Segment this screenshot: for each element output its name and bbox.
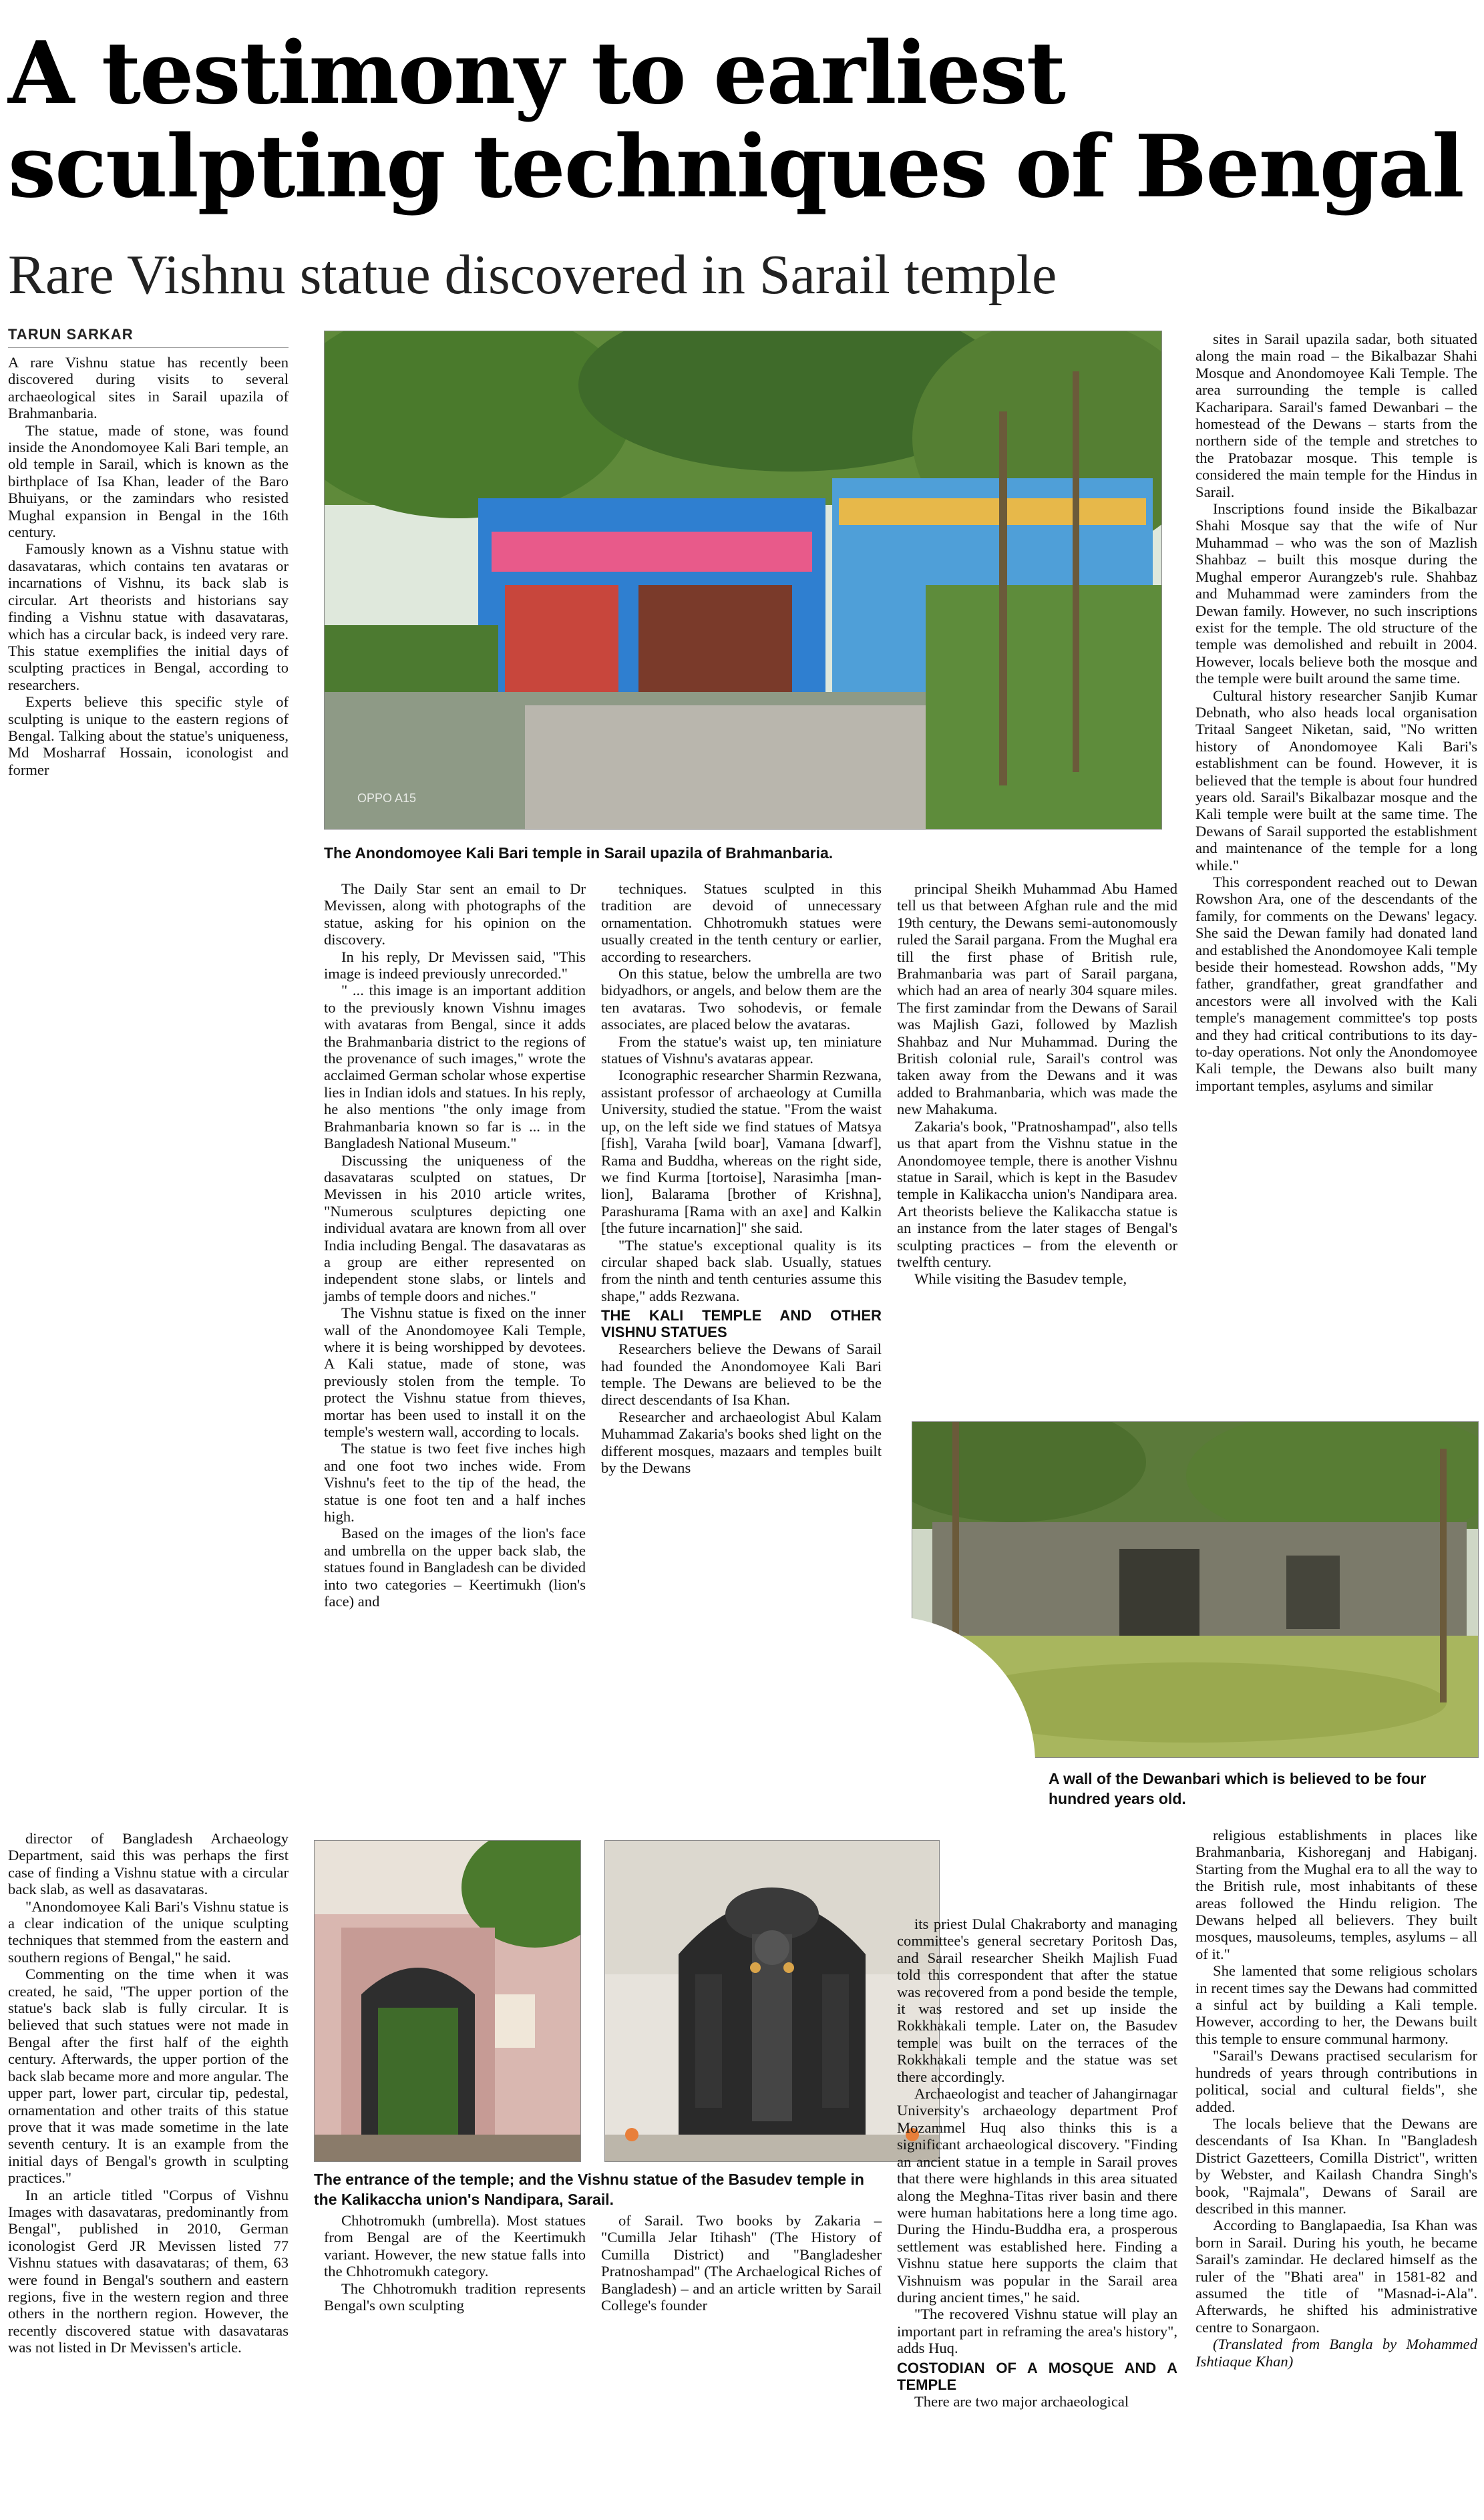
- article-paragraph: In his reply, Dr Mevissen said, "This image is indeed previously unrecorded.": [324, 948, 586, 982]
- temple-photo: [324, 331, 1162, 830]
- article-paragraph: director of Bangladesh Archaeology Department, said this was perhaps the first case of finding a Vishnu statue with a circular back slab, as well as dasavataras.: [8, 1830, 289, 1898]
- article-paragraph: There are two major archaeological: [914, 2392, 1129, 2410]
- article-paragraph: "The recovered Vishnu statue will play an important part in reframing the area's history", adds Huq.: [897, 2306, 1177, 2357]
- headline-line-2: sculpting techniques of Bengal: [8, 117, 1463, 217]
- headline-line-1: A testimony to earliest: [8, 23, 1065, 124]
- article-paragraph: Chhotromukh (umbrella). Most statues from Bengal are of the Keertimukh variant. However, the new statue falls into the Chhotromukh category.: [324, 2212, 586, 2280]
- article-paragraph: The Vishnu statue is fixed on the inner wall of the Anondomoyee Kali Temple, where it is being worshipped by devotees. A Kali statue, made of stone, was previously stolen from the temple. To protect the Vishnu statue from thieves, mortar has been used to install it on the temple's western wall, according to locals.: [324, 1304, 586, 1440]
- article-paragraph: " ... this image is an important addition to the previously known Vishnu images with avataras from Bengal, since it adds the Brahmanbaria district to the regions of the provenance of such images," wrote the acclaimed German scholar whose expertise lies in Indian idols and statues. In his reply, he also mentions "the only image from Brahmanbaria known so far is ... in the Bangladesh National Museum.": [324, 982, 586, 1152]
- article-column-5-bottom: [1195, 1827, 1477, 2520]
- translation-credit: (Translated from Bangla by Mohammed Ishtiaque Khan): [1195, 2336, 1477, 2370]
- article-paragraph: The statue is two feet five inches high and one foot two inches wide. From Vishnu's feet to the tip of the head, the statue is one foot ten and a half inches high.: [324, 1440, 586, 1525]
- article-paragraph: Researcher and archaeologist Abul Kalam Muhammad Zakaria's books shed light on the different mosques, mazaars and temples built by the Dewans: [601, 1408, 882, 1476]
- article-paragraph: "The statue's exceptional quality is its circular shaped back slab. Usually, statues from the ninth and tenth centuries assume this shape," adds Rezwana.: [601, 1236, 882, 1304]
- byline-divider: [8, 347, 289, 348]
- article-column-4: [897, 880, 1177, 1381]
- temple-photo-caption: The Anondomoyee Kali Bari temple in Sarail upazila of Brahmanbaria.: [324, 844, 833, 862]
- article-paragraph: In an article titled "Corpus of Vishnu Images with dasavataras, predominantly from Bengal", published in 2010, German iconologist Gerd JR Mevissen listed 77 Vishnu statues with dasavataras; of them, 63 were found in Bengal's southern and eastern regions, five in the western region and three others in the northern region. However, the recently discovered statue with dasavataras was not listed in Dr Mevissen's article.: [8, 2186, 289, 2356]
- article-column-4-bottom: [897, 1916, 1177, 2520]
- article-paragraph: The statue, made of stone, was found inside the Anondomoyee Kali Bari temple, an old temple in Sarail, which is known as the birthplace of Isa Khan, leader of the Baro Bhuiyans, or the zamindars who resisted Mughal expansion in Bengal in the 16th century.: [8, 421, 289, 541]
- article-paragraph: Based on the images of the lion's face and umbrella on the upper back slab, the statues found in Bangladesh can be divided into two categories – Keertimukh (lion's face) and: [324, 1525, 586, 1610]
- article-column-3: [601, 880, 882, 1575]
- article-paragraph: Zakaria's book, "Pratnoshampad", also tells us that apart from the Vishnu statue in the Anondomoyee temple, there is another Vishnu statue in Sarail, which is kept in the Basudev temple in Kalikaccha union's Nandipara area. Art theorists believe the Kalikaccha statue is an instance from the later stages of Bengal's sculpting practices – from the eleventh or twelfth century.: [897, 1117, 1177, 1270]
- article-paragraph: Researchers believe the Dewans of Sarail had founded the Anondomoyee Kali Bari temple. The Dewans are believed to be the direct descendants of Isa Khan.: [601, 1340, 882, 1409]
- article-column-2-bottom: [324, 2212, 586, 2519]
- article-paragraph: "Sarail's Dewans practised secularism for hundreds of years through contributions in political, social and cultural fields", she added.: [1195, 2047, 1477, 2115]
- article-paragraph: On this statue, below the umbrella are two bidyadhors, or angels, and below them are the ten avataras. Two sohodevis, or female associates, are placed below the avataras.: [601, 965, 882, 1033]
- byline: TARUN SARKAR: [8, 326, 134, 343]
- article-paragraph: Cultural history researcher Sanjib Kumar Debnath, who also heads local organisation Tritaal Sangeet Niketan, said, "No written history of Anondomoyee Kali Bari's establishment can be found. However, it is believed that the temple is about four hundred years old. Sarail's Bikalbazar mosque and the Kali temple were built at the same time. The Dewans of Sarail supported the establishment and maintenance of the temple for a long while.": [1195, 687, 1477, 874]
- temple-entrance-photo: [314, 1840, 581, 2162]
- section-heading: THE KALI TEMPLE AND OTHER VISHNU STATUES: [601, 1307, 882, 1341]
- article-paragraph: A rare Vishnu statue has recently been discovered during visits to several archaeological sites in Sarail upazila of Brahmanbaria.: [8, 354, 289, 422]
- entrance-photo-caption: [314, 2169, 938, 2209]
- article-paragraph: Archaeologist and teacher of Jahangirnagar University's archaeology department Prof Mozammel Huq also thinks this is a significant archaeological discovery. "Finding an ancient statue in a temple in Sarail proves that there were highlands in this area situated along the Meghna-Titas river basin and there were human habitations here a long time ago. During the Hindu-Buddha era, a prosperous settlement was established here. Finding a Vishnu statue here supports the claim that Vishnuism was popular in the Sarail area during ancient times," he said.: [897, 2085, 1177, 2306]
- article-paragraph: "Anondomoyee Kali Bari's Vishnu statue is a clear indication of the unique sculpting techniques that stemmed from the eastern and southern regions of Bengal," he said.: [8, 1898, 289, 1966]
- article-paragraph: The Chhotromukh tradition represents Bengal's own sculpting: [324, 2280, 586, 2314]
- article-paragraph: Inscriptions found inside the Bikalbazar Shahi Mosque say that the wife of Nur Muhammad – who was the son of Mazlish Shahbaz – built this mosque during the Mughal emperor Aurangzeb's rule. Shahbaz and Muhammad were zaminders from the Dewan family. However, no such inscriptions exist for the temple. The old structure of the temple was demolished and rebuilt in 2004. However, locals believe both the mosque and the temple were built around the same time.: [1195, 500, 1477, 687]
- article-paragraph: Iconographic researcher Sharmin Rezwana, assistant professor of archaeology at Cumilla University, studied the statue. "From the waist up, on the left side we find statues of Matsya [fish], Varaha [wild boar], Vamana [dwarf], Rama and Buddha, whereas on the right side, we find Kurma [tortoise], Narasimha [man-lion], Balarama [brother of Krishna], Parashurama [Rama with an axe] and Kalkin [the future incarnation]" she said.: [601, 1067, 882, 1237]
- wall-caption-line-1: A wall of the Dewanbari which is believed to be four: [1049, 1770, 1427, 1787]
- vishnu-statue-photo: [604, 1840, 940, 2162]
- article-column-1-top: [8, 354, 289, 848]
- article-paragraph: The Daily Star sent an email to Dr Mevissen, along with photographs of the statue, asking for his opinion on the discovery.: [324, 880, 586, 948]
- article-paragraph: Famously known as a Vishnu statue with dasavataras, which contains ten avataras or incarnations of Vishnu, its back slab is circular. Art theorists and historians say finding a Vishnu statue with dasavataras, which has a circular back, is indeed very rare. This statue exemplifies the initial days of sculpting practices in Bengal, according to researchers.: [8, 540, 289, 693]
- article-paragraph: The locals believe that the Dewans are descendants of Isa Khan. In "Bangladesh District Gazetteers, Comilla District", written by Webster, and Kailash Chandra Singh's book, "Rajmala", Dewans of Sarail are described in this manner.: [1195, 2115, 1477, 2217]
- article-column-2: [324, 880, 586, 1815]
- wall-caption-line-2: hundred years old.: [1049, 1790, 1186, 1807]
- article-column-5: [1195, 331, 1477, 1399]
- article-paragraph: its priest Dulal Chakraborty and managing committee's general secretary Poritosh Das, and Sarail researcher Sheikh Majlish Fuad told this correspondent that after the statue was recovered from a pond beside the temple, it was restored and set up inside the Rokkhakali temple. Later on, the Basudev temple was built on the terraces of the Rokkhakali temple and the statue was set there accordingly.: [897, 1916, 1177, 2085]
- article-paragraph: This correspondent reached out to Dewan Rowshon Ara, one of the descendants of the family, for comments on the Dewans' legacy. She said the Dewan family had donated land and established the Anondomoyee Kali temple beside their homestead. Rowshon adds, "My father, grandfather, great grandfather and ancestors were all involved with the Kali temple's management committee's top posts and they had critical contributions to its day-to-day operations. Not only the Anondomoyee Kali temple, the Dewans also built many important temples, asylums and similar: [1195, 874, 1477, 1094]
- article-paragraph: Discussing the uniqueness of the dasavataras sculpted on statues, Dr Mevissen in his 2010 article writes, "Numerous sculptures depicting one individual avatara are known from all over India including Bengal. The dasavataras as a group are either represented on independent stone slabs, or lintels and jambs of temple doors and niches.": [324, 1151, 586, 1304]
- article-paragraph: She lamented that some religious scholars in recent times say the Dewans had committed a sinful act by building a Kali temple. However, according to her, the Dewans built this temple to ensure communal harmony.: [1195, 1962, 1477, 2047]
- article-paragraph: Experts believe this specific style of sculpting is unique to the eastern regions of Bengal. Talking about the statue's uniqueness, Md Mosharraf Hossain, iconologist and former: [8, 693, 289, 778]
- article-column-3-bottom: [601, 2212, 882, 2519]
- article-paragraph: While visiting the Basudev temple,: [914, 1270, 1127, 1288]
- entrance-caption-line-1: The entrance of the temple; and the Vishnu statue of the Basudev temple in: [314, 2171, 864, 2188]
- subheadline: Rare Vishnu statue discovered in Sarail temple: [8, 244, 1057, 306]
- article-paragraph: Commenting on the time when it was created, he said, "The upper portion of the statue's back slab is fully circular. It is believed that such statues were not made in Bengal after the first half of the eighth century. Afterwards, the upper portion of the back slab became more and more angular. The upper part, lower part, circular tip, pedestal, ornamentation and other traits of this statue prove that it was made sometime in the late seventh century. It is an example from the initial days of Bengal's growth in sculpting practices.": [8, 1966, 289, 2187]
- article-column-3-continued: [601, 1593, 721, 1813]
- article-column-1-bottom: [8, 1830, 289, 2518]
- wall-photo-caption: [1049, 1769, 1476, 1809]
- entrance-caption-line-2: the Kalikaccha union's Nandipara, Sarail.: [314, 2191, 614, 2208]
- article-paragraph: techniques. Statues sculpted in this tradition are devoid of unnecessary ornamentation. Chhotromukh statues were usually created in the tenth century or earlier, according to researchers.: [601, 880, 882, 965]
- article-paragraph: sites in Sarail upazila sadar, both situated along the main road – the Bikalbazar Shahi Mosque and Anondomoyee Kali Temple. The area surrounding the temple is called Kacharipara. Sarail's famed Dewanbari – the homestead of the Dewans – starts from the northern side of the temple and stretches to the Pratobazar mosque. This temple is considered the main temple for the Hindus in Sarail.: [1195, 331, 1477, 500]
- headline: [8, 23, 1477, 217]
- section-heading: COSTODIAN OF A MOSQUE AND A TEMPLE: [897, 2359, 1177, 2393]
- article-paragraph: principal Sheikh Muhammad Abu Hamed tell us that between Afghan rule and the mid 19th century, the Dewans semi-autonomously ruled the Sarail pargana. From the Mughal era till the first phase of British rule, Brahmanbaria was part of Sarail pargana, which had an area of nearly 304 square miles. The first zamindar from the Dewans of Sarail was Majlish Gazi, followed by Mazlish Shahbaz and Nur Muhammad. During the British colonial rule, Sarail's control was taken away from the Dewans and it was added to Brahmanbaria, which was made the new Mahakuma.: [897, 880, 1177, 1118]
- article-paragraph: According to Banglapaedia, Isa Khan was born in Sarail. During his youth, he became Sarail's zamindar. He declared himself as the ruler of the "Bhati area" in 1581-82 and assumed the title of "Masnad-i-Ala". Afterwards, he shifted his administrative centre to Sonargaon.: [1195, 2217, 1477, 2336]
- article-paragraph: religious establishments in places like Brahmanbaria, Kishoreganj and Habiganj. Starting from the Mughal era to all the way to the British rule, most inhabitants of these areas followed the Hindu religion. The Dewans helped all believers. They built mosques, mausoleums, temples, asylums – all of it.": [1195, 1827, 1477, 1962]
- article-paragraph: of Sarail. Two books by Zakaria – "Cumilla Jelar Itihash" (The History of Cumilla District) and "Bangladesher Pratnoshampad" (The Archaelogical Riches of Bangladesh) – and an article written by Sarail College's founder: [601, 2212, 882, 2314]
- article-paragraph: From the statue's waist up, ten miniature statues of Vishnu's avataras appear.: [601, 1033, 882, 1067]
- photo-watermark: OPPO A15: [357, 791, 417, 805]
